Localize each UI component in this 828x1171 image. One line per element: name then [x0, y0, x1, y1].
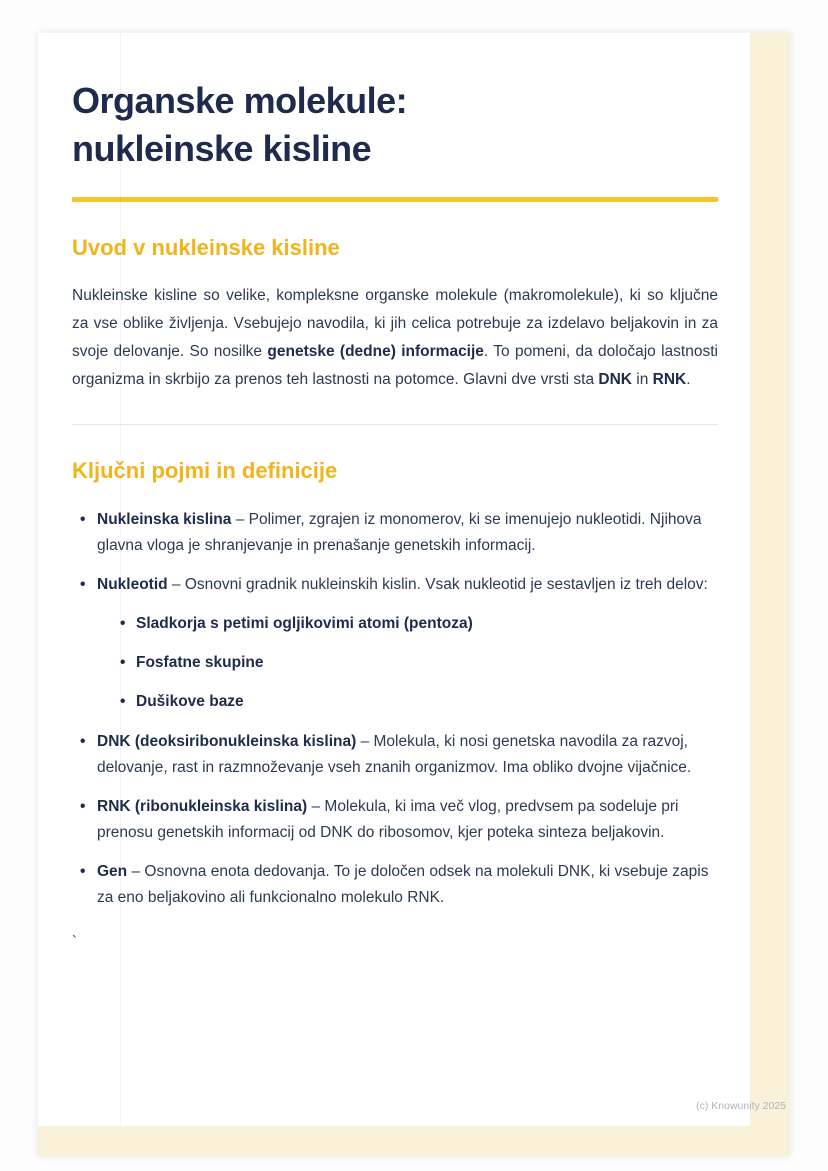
document-sheet	[38, 33, 790, 1156]
page-title	[72, 77, 718, 173]
section-heading-key-terms: Ključni pojmi in definicije	[72, 458, 338, 483]
title-underline-rule	[72, 197, 718, 202]
footer-copyright: (c) Knowunity 2025	[696, 1100, 786, 1112]
list-item-gen	[80, 859, 718, 911]
list-item-nukleotid	[80, 572, 718, 714]
section-divider	[72, 424, 718, 425]
intro-paragraph: Nukleinske kisline so velike, kompleksne organske molekule (makromolekule), ki so ključne za vse oblike življenja. Vsebujejo navodila, ki jih celica potrebuje za izdelavo beljakovin in za svoje delovanje. So nosilke genetske (dedne) informacije. To pomeni, da določajo lastnosti organizma in skrbijo za prenos teh lastnosti na potomce. Glavni dve vrsti sta DNK in RNK.	[72, 287, 718, 388]
list-item-rnk	[80, 794, 718, 846]
list-item-text: RNK (ribonukleinska kislina) – Molekula, ki ima več vlog, predvsem pa sodeluje pri prenosu genetskih informacij od DNK do ribosomov, kjer poteka sinteza beljakovin.	[97, 798, 679, 841]
key-terms-list	[72, 507, 718, 911]
list-item-text: Gen – Osnovna enota dedovanja. To je določen odsek na molekuli DNK, ki vsebuje zapis za eno beljakovino ali funkcionalno molekulo RNK.	[97, 863, 709, 906]
nukleotid-sub-list	[97, 612, 718, 714]
list-item-text: DNK (deoksiribonukleinska kislina) – Molekula, ki nosi genetska navodila za razvoj, delovanje, rast in razmnoževanje vseh znanih organizmov. Ima obliko dvojne vijačnice.	[97, 733, 692, 776]
sub-list-item-dusikove-baze	[120, 690, 718, 714]
sub-list-item-fosfatna-skupina	[120, 651, 718, 675]
page-title-line2: nukleinske kisline	[72, 128, 372, 169]
list-item-nukleinska-kislina	[80, 507, 718, 559]
list-item-text: Nukleotid – Osnovni gradnik nukleinskih kislin. Vsak nukleotid je sestavljen iz treh delov:	[97, 576, 708, 593]
page-title-line1: Organske molekule:	[72, 80, 408, 121]
list-item-dnk	[80, 729, 718, 781]
sub-list-item-text: Fosfatne skupine	[136, 654, 264, 671]
section-heading-intro: Uvod v nukleinske kisline	[72, 235, 340, 260]
sub-list-item-pentoza	[120, 612, 718, 636]
stray-backtick-character: `	[72, 933, 77, 950]
sub-list-item-text: Sladkorja s petimi ogljikovimi atomi (pentoza)	[136, 615, 473, 632]
list-item-text: Nukleinska kislina – Polimer, zgrajen iz monomerov, ki se imenujejo nukleotidi. Njihova glavna vloga je shranjevanje in prenašanje genetskih informacij.	[97, 511, 702, 554]
document-content	[38, 33, 750, 1126]
sub-list-item-text: Dušikove baze	[136, 693, 244, 710]
